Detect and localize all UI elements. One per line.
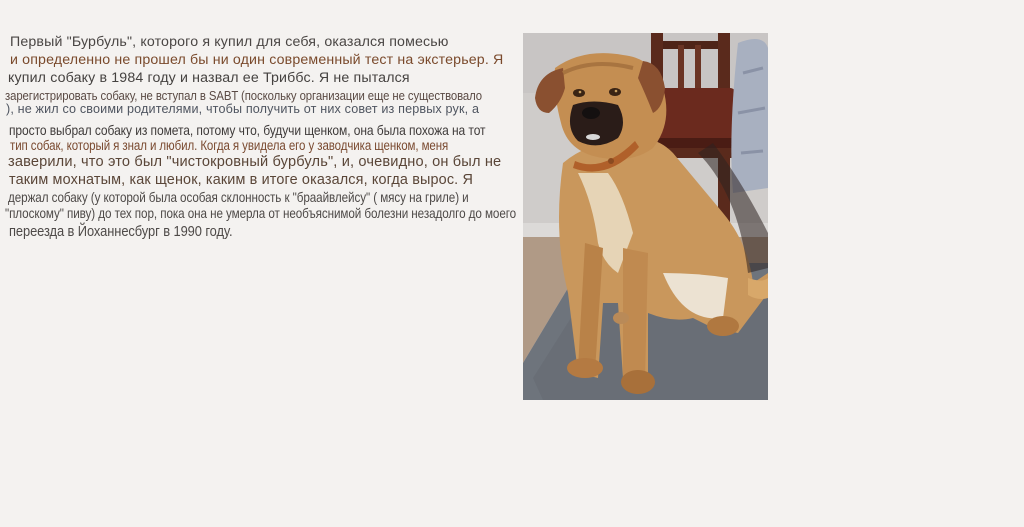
dog-photo-illustration [523,33,768,400]
text-line-5: ), не жил со своими родителями, чтобы получить от них совет из первых рук, а [6,102,480,116]
text-line-7: тип собак, который я знал и любил. Когда я увидела его у заводчика щенком, меня [10,138,449,153]
text-line-2: и определенно не прошел бы ни один современный тест на экстерьер. Я [10,52,504,68]
text-line-6: просто выбрал собаку из помета, потому что, будучи щенком, она была похожа на тот [9,122,486,138]
text-line-10: держал собаку (у которой была особая склонность к "браайвлейсу" ( мясу на гриле) и [8,190,469,205]
dog-photo [523,33,768,400]
text-line-12: переезда в Йоханнесбург в 1990 году. [9,223,233,240]
text-line-9: таким мохнатым, как щенок, каким в итоге оказался, когда вырос. Я [9,172,474,188]
text-line-8: заверили, что это был "чистокровный бурбуль", и, очевидно, он был не [8,154,502,170]
text-line-11: "плоскому" пиву) до тех пор, пока она не умерла от необъяснимой болезни незадолго до моего [5,206,517,221]
text-line-4: зарегистрировать собаку, не вступал в SABT (поскольку организации еще не существовало [5,88,483,103]
text-line-1: Первый "Бурбуль", которого я купил для себя, оказался помесью [10,34,449,50]
text-line-3: купил собаку в 1984 году и назвал ее Триббс. Я не пытался [8,70,410,86]
